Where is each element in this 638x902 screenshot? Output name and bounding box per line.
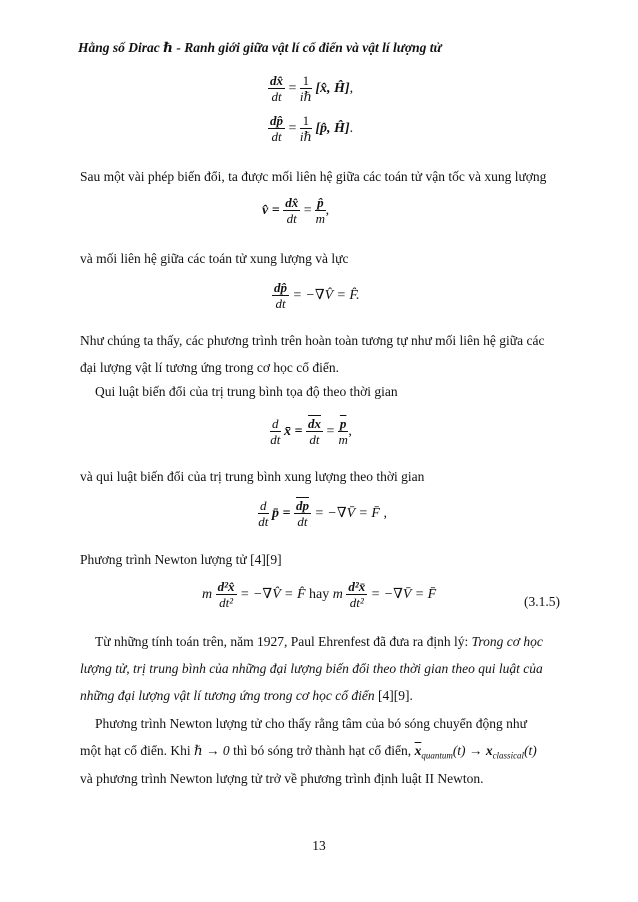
paragraph-analogy-line2: đại lượng vật lí tương ứng trong cơ học cổ điển. <box>80 360 339 375</box>
eq-pbar-den2: dt <box>297 514 308 529</box>
equation-velocity: v̂ = $\frac{dx̂}{dt}$ = $\frac{p̂}{m}$ , <box>262 195 330 226</box>
eq-x-coef-den: iℏ <box>299 89 312 104</box>
eq-pbar-num1: d <box>260 498 267 513</box>
eq-newton-hay: hay <box>309 587 330 603</box>
paragraph-velocity: Sau một vài phép biến đổi, ta được mối liên hệ giữa các toán tử vận tốc và xung lượng <box>80 169 547 184</box>
eq-newton-rhs1: = −∇V̂ = F̂ <box>240 587 306 603</box>
eq-xbar-num1: d <box>272 416 279 431</box>
eq-newton-den2: dt² <box>349 595 364 610</box>
eq-newton-rhs2: = −∇V̄ = F̄ <box>370 587 437 603</box>
x-classical-sub: classical <box>492 750 525 761</box>
eq-p-den: dt <box>271 129 282 144</box>
x-classical-t: (t) <box>524 743 537 758</box>
eq-newton-m2: m <box>332 587 343 603</box>
ehrenfest-line1-italic: Trong cơ học <box>471 634 543 649</box>
eq-pbar-rhs: = −∇V̄ = F̄ , <box>314 506 387 522</box>
eq-newton-den1: dt² <box>219 595 234 610</box>
eq-newton-m1: m <box>202 587 213 603</box>
eq-v-tail: , <box>325 203 330 219</box>
ehrenfest-line3-ref: [4][9]. <box>374 688 413 703</box>
x-quantum-sub: quantum <box>421 750 453 761</box>
ehrenfest-line1-normal: Từ những tính toán trên, năm 1927, Paul Ehrenfest đã đưa ra định lý: <box>95 634 472 649</box>
eq-v-num2: p̂ <box>317 195 324 210</box>
eq-pbar-mid: p̄ = <box>272 506 291 522</box>
page-number: 13 <box>312 838 326 853</box>
paragraph-ehrenfest-line3 <box>80 682 562 709</box>
eq-newton-num2: d²x̄ <box>348 579 366 594</box>
eq-v-den2: m <box>315 211 326 226</box>
eq-x-num: dx̂ <box>270 73 283 88</box>
eq-x-tail: , <box>349 81 354 97</box>
equation-force <box>272 281 360 311</box>
paragraph-ehrenfest-line1 <box>80 628 562 655</box>
eq-p-bracket: [p̂, Ĥ] <box>315 121 350 137</box>
paragraph-newton-intro: Phương trình Newton lượng tử [4][9] <box>80 552 282 567</box>
x-quantum: $\overline{x}$ <box>414 743 422 758</box>
eq-v-num1: dx̂ <box>285 195 299 210</box>
paragraph-analogy-line1: Như chúng ta thấy, các phương trình trên hoàn toàn tương tự như mối liên hệ giữa các <box>80 333 545 348</box>
eq-x-den: dt <box>271 89 282 104</box>
eq-p-coef-num: 1 <box>300 114 312 129</box>
paragraph-ehrenfest-line2: lượng tử, trị trung bình của những đại lượng biến đổi theo thời gian theo qui luật của <box>80 661 543 676</box>
eq-pbar-den1: dt <box>258 514 269 529</box>
eq-xbar-tail: , <box>348 424 352 440</box>
paragraph-momentum-force: và mối liên hệ giữa các toán tử xung lượng và lực <box>80 251 349 266</box>
eq-p-coef-den: iℏ <box>299 129 312 144</box>
eq-p-num: dp̂ <box>270 113 283 128</box>
eq-xbar-num3: $\overline{p}$ <box>339 416 347 431</box>
equation-newton-quantum <box>202 580 436 610</box>
wavepacket-line2-a: một hạt cổ điển. Khi <box>80 743 194 758</box>
equation-pbar <box>258 499 387 529</box>
eq-pbar-num2: $\overline{dp}$ <box>295 498 309 513</box>
limit-arrow: (t) → <box>452 743 486 758</box>
paragraph-coordinate-mean: Qui luật biến đổi của trị trung bình tọa độ theo thời gian <box>95 384 398 399</box>
eq-xbar-den3: m <box>338 432 348 447</box>
page-header: Hằng số Dirac ℏ - Ranh giới giữa vật lí cổ điển và vật lí lượng tử <box>78 40 442 55</box>
ehrenfest-line3-italic: những đại lượng vật lí tương ứng trong cơ học cổ điển <box>80 688 375 703</box>
equation-x-heisenberg: $\frac{dx̂}{dt}$ = $\frac{1}{\text{iℏ}}$ [x̂, Ĥ], <box>270 73 354 104</box>
hbar-limit: ℏ → 0 <box>193 743 230 758</box>
equation-xbar: $\frac{d}{dt}$ x̄ = $\frac{\overline{dx}}{dt}$ = $\frac{\overline{p}}{m}$ , <box>270 416 352 447</box>
eq-p-tail: . <box>349 121 354 137</box>
equation-number: (3.1.5) <box>524 594 560 609</box>
eq-xbar-den2: dt <box>309 432 320 447</box>
eq-xbar-num2: $\overline{dx}$ <box>307 416 321 431</box>
eq-v-lhs: v̂ = <box>262 203 280 219</box>
eq-xbar-den1: dt <box>270 432 281 447</box>
eq-xbar-mid: x̄ = <box>284 424 303 440</box>
eq-f-num: dp̂ <box>274 280 287 295</box>
wavepacket-line2-b: thì bó sóng trở thành hạt cổ điển, <box>229 743 415 758</box>
eq-f-den: dt <box>275 296 286 311</box>
eq-f-rhs: = −∇V̂ = F̂. <box>292 288 360 304</box>
paragraph-momentum-mean: và qui luật biến đổi của trị trung bình xung lượng theo thời gian <box>80 469 425 484</box>
equation-p-heisenberg: $\frac{dp̂}{dt}$ = $\frac{1}{\text{iℏ}}$ [p̂, Ĥ]. <box>270 113 354 144</box>
eq-x-coef-num: 1 <box>300 74 312 89</box>
x-classical: x <box>485 743 493 758</box>
paragraph-wavepacket-line3: và phương trình Newton lượng tử trở về phương trình định luật II Newton. <box>80 771 484 786</box>
paragraph-wavepacket-line1: Phương trình Newton lượng tử cho thấy rằng tâm của bó sóng chuyển động như <box>95 716 527 731</box>
eq-newton-num1: d²x̂ <box>217 579 235 594</box>
eq-x-bracket: [x̂, Ĥ] <box>315 81 350 97</box>
eq-v-den1: dt <box>286 211 297 226</box>
